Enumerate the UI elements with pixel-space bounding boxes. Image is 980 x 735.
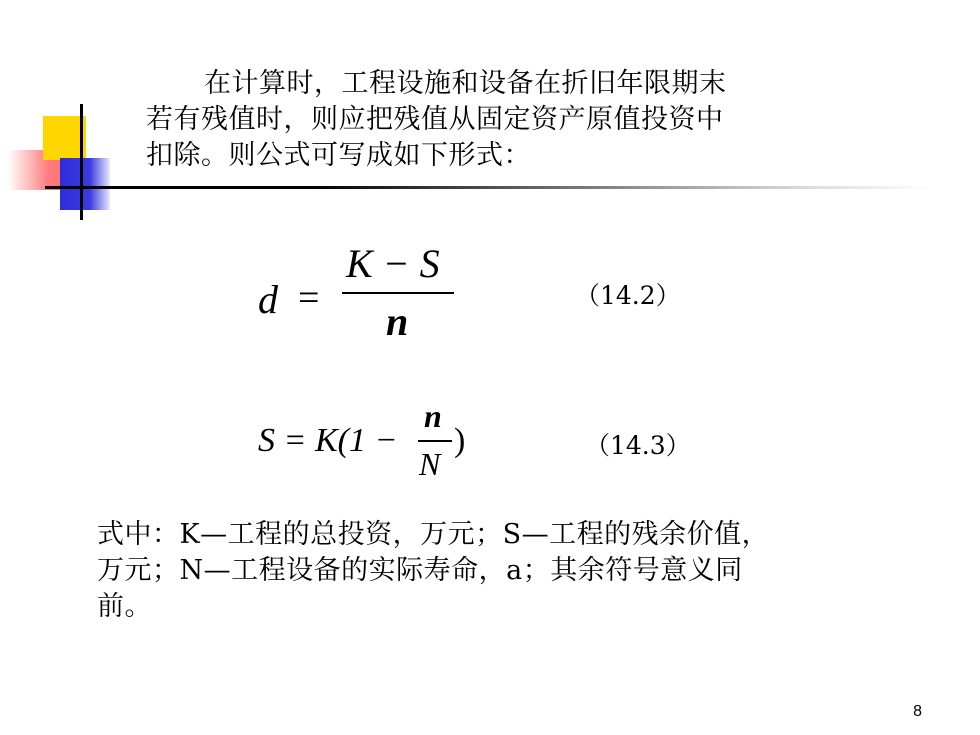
eq2-lhs: S = K(1 − [258,422,398,459]
equation-14-2 [258,240,478,350]
eq2-close-paren: ) [454,422,466,459]
eq1-denominator: n [386,299,409,344]
equation-14-2-number: （14.2） [575,281,681,310]
equation-14-3-number: （14.3） [585,431,691,460]
eq2-fraction-bar [418,440,452,442]
eq2-numerator: n [424,398,442,434]
decorative-blue-square [60,158,110,210]
decorative-vertical-line [80,104,83,220]
title-underline [45,186,935,189]
defs-line-2: 万元；N—工程设备的实际寿命，a；其余符号意义同 [97,555,743,586]
equation-14-3 [258,398,488,498]
intro-paragraph [146,66,866,174]
eq1-equals: = [298,277,320,319]
defs-line-3: 前。 [97,591,152,622]
definitions-paragraph [97,517,887,625]
intro-line-2: 若有残值时，则应把残值从固定资产原值投资中 [146,104,724,135]
eq1-numerator: K − S [346,241,440,286]
eq1-fraction-bar [342,292,454,294]
defs-line-1: 式中：K—工程的总投资，万元；S—工程的残余价值， [97,519,770,550]
eq1-lhs: d [258,277,278,322]
page-number: 8 [913,703,922,720]
eq2-denominator: N [419,446,441,482]
intro-line-3: 扣除。则公式可写成如下形式： [146,140,531,171]
intro-line-1: 在计算时，工程设施和设备在折旧年限期末 [204,68,727,99]
